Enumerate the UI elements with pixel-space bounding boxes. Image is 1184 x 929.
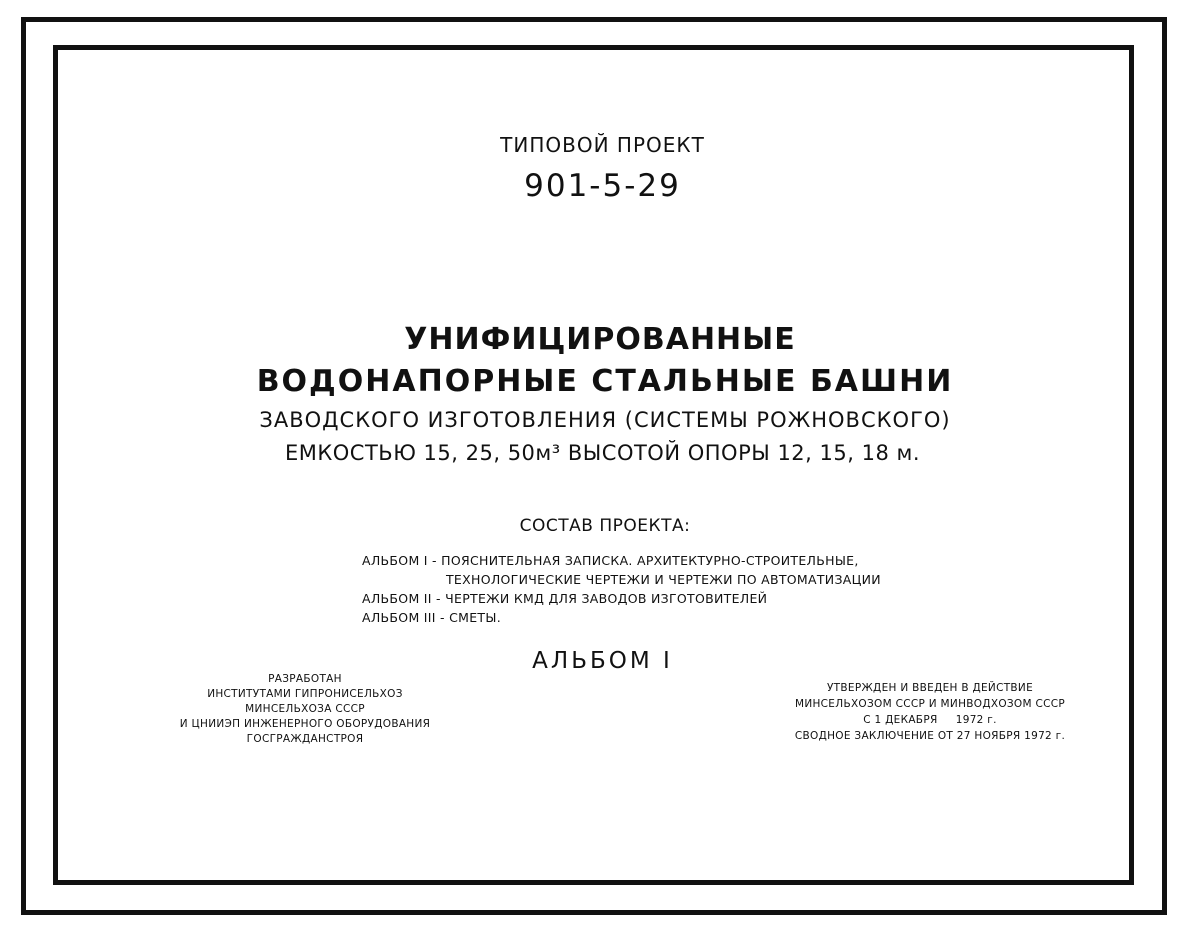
- album-list-item: ТЕХНОЛОГИЧЕСКИЕ ЧЕРТЕЖИ И ЧЕРТЕЖИ ПО АВТОМАТИЗАЦИИ: [446, 572, 881, 587]
- approval-line: С 1 ДЕКАБРЯ 1972 г.: [863, 714, 997, 726]
- composition-heading: СОСТАВ ПРОЕКТА:: [519, 516, 691, 536]
- approval-line: СВОДНОЕ ЗАКЛЮЧЕНИЕ ОТ 27 НОЯБРЯ 1972 г.: [794, 730, 1066, 742]
- subtitle-line-1: ЗАВОДСКОГО ИЗГОТОВЛЕНИЯ (СИСТЕМЫ РОЖНОВСКОГО): [259, 408, 951, 432]
- developer-block: [170, 672, 440, 747]
- developer-line: ИНСТИТУТАМИ ГИПРОНИСЕЛЬХОЗ: [207, 688, 403, 700]
- album-list-item: АЛЬБОМ I - ПОЯСНИТЕЛЬНАЯ ЗАПИСКА. АРХИТЕКТУРНО-СТРОИТЕЛЬНЫЕ,: [362, 553, 859, 568]
- approval-block: [790, 680, 1070, 744]
- approval-line: МИНСЕЛЬХОЗОМ СССР И МИНВОДХОЗОМ СССР: [794, 698, 1066, 710]
- developer-line: МИНСЕЛЬХОЗА СССР: [245, 703, 365, 715]
- project-number: 901-5-29: [524, 168, 681, 204]
- album-heading: АЛЬБОМ I: [532, 648, 673, 674]
- developer-line: РАЗРАБОТАН: [268, 673, 342, 685]
- title-line-1: УНИФИЦИРОВАННЫЕ: [404, 322, 796, 357]
- approval-line: УТВЕРЖДЕН И ВВЕДЕН В ДЕЙСТВИЕ: [826, 682, 1034, 694]
- album-list-item: АЛЬБОМ II - ЧЕРТЕЖИ КМД ДЛЯ ЗАВОДОВ ИЗГОТОВИТЕЛЕЙ: [362, 591, 768, 606]
- album-list: [362, 551, 881, 627]
- project-label: ТИПОВОЙ ПРОЕКТ: [500, 133, 705, 157]
- developer-line: И ЦНИИЭП ИНЖЕНЕРНОГО ОБОРУДОВАНИЯ: [179, 718, 431, 730]
- subtitle-line-2: ЕМКОСТЬЮ 15, 25, 50м³ ВЫСОТОЙ ОПОРЫ 12, 15, 18 м.: [284, 441, 921, 465]
- title-line-2: ВОДОНАПОРНЫЕ СТАЛЬНЫЕ БАШНИ: [256, 364, 954, 399]
- developer-line: ГОСГРАЖДАНСТРОЯ: [246, 733, 364, 745]
- album-list-item: АЛЬБОМ III - СМЕТЫ.: [362, 610, 501, 625]
